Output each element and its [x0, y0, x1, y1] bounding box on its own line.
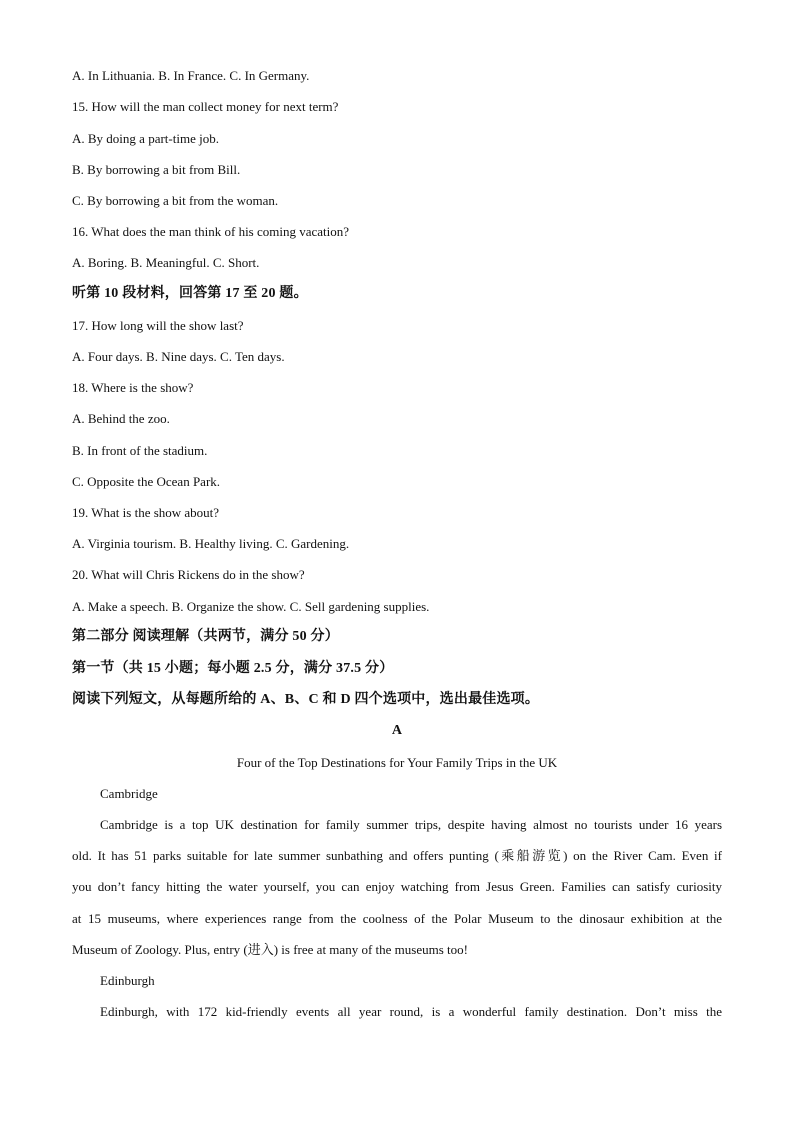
option-line: A. Boring. B. Meaningful. C. Short. — [72, 255, 260, 270]
option-line: B. In front of the stadium. — [72, 443, 208, 458]
reading-instruction: 阅读下列短文，从每题所给的 A、B、C 和 D 四个选项中，选出最佳选项。 — [72, 692, 540, 707]
passage-label: A — [391, 723, 403, 738]
paragraph-line: Cambridge is a top UK destination for family summer trips, despite having almost no tourists under 16 years — [100, 817, 722, 832]
section-instruction: 听第 10 段材料，回答第 17 至 20 题。 — [72, 286, 308, 301]
question-20: 20. What will Chris Rickens do in the show? — [72, 567, 305, 582]
paragraph-line: you don’t fancy hitting the water yourself, you can enjoy watching from Jesus Green. Families can satisfy curiosity — [72, 879, 722, 894]
option-line: C. By borrowing a bit from the woman. — [72, 193, 279, 208]
paragraph-line: at 15 museums, where experiences range from the coolness of the Polar Museum to the dinosaur exhibition at the — [72, 911, 722, 926]
option-line: A. By doing a part-time job. — [72, 131, 219, 146]
option-line: A. Behind the zoo. — [72, 411, 170, 426]
part-heading: 第二部分 阅读理解（共两节，满分 50 分） — [72, 629, 339, 644]
section-heading: 第一节（共 15 小题；每小题 2.5 分，满分 37.5 分） — [72, 661, 394, 676]
paragraph-line: Edinburgh, with 172 kid-friendly events all year round, is a wonderful family destination. Don’t miss the — [100, 1004, 722, 1019]
option-line: C. Opposite the Ocean Park. — [72, 474, 221, 489]
subheading-cambridge: Cambridge — [100, 786, 158, 801]
question-18: 18. Where is the show? — [72, 380, 194, 395]
option-line: A. Virginia tourism. B. Healthy living. C. Gardening. — [72, 536, 350, 551]
paragraph-line: Museum of Zoology. Plus, entry (进入) is free at many of the museums too! — [72, 942, 468, 957]
subheading-edinburgh: Edinburgh — [100, 973, 155, 988]
option-line: B. By borrowing a bit from Bill. — [72, 162, 241, 177]
option-line: A. Make a speech. B. Organize the show. C. Sell gardening supplies. — [72, 599, 430, 614]
question-17: 17. How long will the show last? — [72, 318, 244, 333]
question-16: 16. What does the man think of his coming vacation? — [72, 224, 350, 239]
passage-title: Four of the Top Destinations for Your Family Trips in the UK — [236, 755, 558, 770]
option-line: A. Four days. B. Nine days. C. Ten days. — [72, 349, 285, 364]
paragraph-line: old. It has 51 parks suitable for late summer sunbathing and offers punting (乘船游览) on the River Cam. Even if — [72, 848, 722, 863]
option-line: A. In Lithuania. B. In France. C. In Germany. — [72, 68, 310, 83]
question-15: 15. How will the man collect money for next term? — [72, 99, 339, 114]
question-19: 19. What is the show about? — [72, 505, 220, 520]
